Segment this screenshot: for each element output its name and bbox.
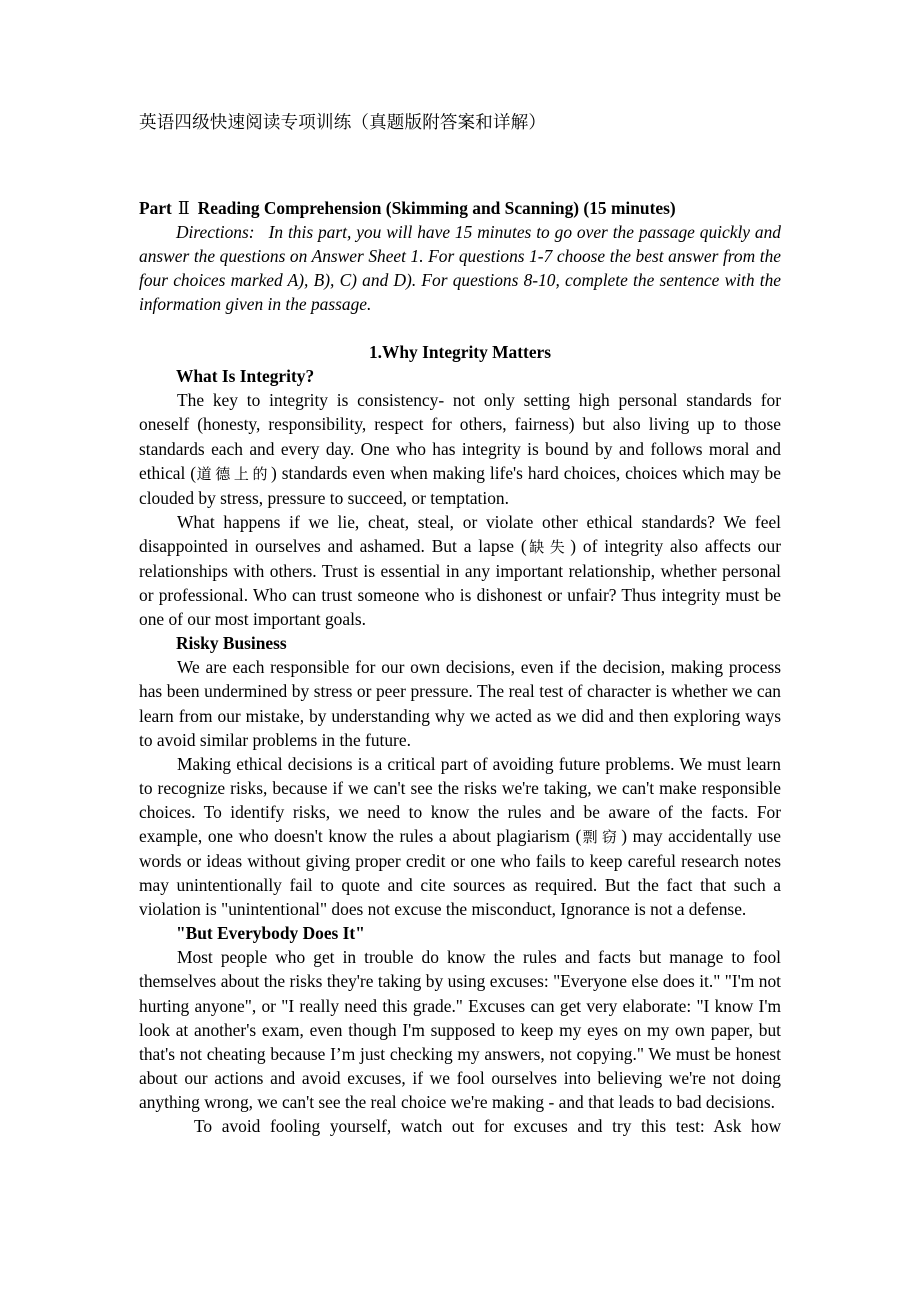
document-page	[139, 110, 781, 1138]
article-title: 1.Why Integrity Matters	[368, 342, 552, 363]
document-title: 英语四级快速阅读专项训练（真题版附答案和详解）	[139, 112, 547, 132]
paragraph-text: ) may accidentally use words or ideas without giving proper credit or one who fails to keep careful research notes may unintentionally fail to quote and cite sources as required. But the fact that such a violation is "unintentional" does not excuse the misconduct, Ignorance is not a defense.	[139, 825, 781, 920]
paragraph-text: We are each responsible for our own decisions, even if the decision, making process has been undermined by stress or peer pressure. The real test of character is whether we can learn from our mistake, by understanding why we acted as we did and then exploring ways to avoid similar problems in the future.	[139, 657, 781, 750]
paragraph-text: What happens if we lie, cheat, steal, or violate other ethical standards? We feel disappointed in ourselves and ashamed. But a lapse (	[139, 511, 781, 556]
section-but-everybody-does-it	[139, 921, 781, 1138]
paragraph-text: To avoid fooling yourself, watch out for excuses and try this test: Ask how	[194, 1116, 781, 1136]
part-prefix: Part	[139, 198, 172, 218]
section-what-is-integrity	[139, 364, 781, 631]
paragraph-text: ) standards even when making life's hard choices, choices which may be clouded by stress, pressure to succeed, or temptation.	[139, 462, 781, 508]
paragraph-text: Making ethical decisions is a critical part of avoiding future problems. We must learn to recognize risks, because if we can't see the risks we're taking, we can't make responsible choices. To identify risks, we need to know the rules and be aware of the facts. For example, one who doesn't know the rules a about plagiarism (	[139, 753, 781, 846]
section-heading: What Is Integrity?	[176, 366, 315, 387]
chinese-gloss: 缺失	[526, 537, 571, 556]
paragraph	[139, 1114, 781, 1138]
paragraph-text: ) of integrity also affects our relationships with others. Trust is essential in any important relationship, whether personal or professional. Who can trust someone who is dishonest or unfair? Thus integrity must be one of our most important goals.	[139, 535, 781, 630]
directions-text: In this part, you will have 15 minutes to go over the passage quickly and answer the questions on Answer Sheet 1. For questions 1-7 choose the best answer from the four choices marked A), B), C) and D). For questions 8-10, complete the sentence with the information given in the passage.	[139, 222, 781, 315]
section-risky-business	[139, 631, 781, 921]
paragraph	[139, 945, 781, 1114]
paragraph	[139, 752, 781, 922]
chinese-gloss: 剽窃	[581, 827, 622, 846]
paragraph	[139, 510, 781, 631]
paragraph	[139, 388, 781, 509]
section-heading: Risky Business	[176, 633, 287, 654]
part-heading	[139, 196, 781, 220]
paragraph-text: Most people who get in trouble do know the rules and facts but manage to fool themselves about the risks they're taking by using excuses: "Everyone else does it." "I'm not hurting anyone", or "I really need this grade." Excuses can get very elaborate: "I know I'm look at another's exam, even though I'm supposed to keep my eyes on my own paper, but that's not cheating because I’m just checking my answers, not copying." We must be honest about our actions and avoid excuses, if we fool ourselves into believing we're not doing anything wrong, we can't see the real choice we're making - and that leads to bad decisions.	[139, 947, 781, 1112]
section-heading: "But Everybody Does It"	[176, 923, 365, 944]
chinese-gloss: 道德上的	[196, 464, 272, 483]
part-numeral: Ⅱ	[177, 198, 190, 218]
part-title: Reading Comprehension (Skimming and Scanning) (15 minutes)	[197, 198, 676, 218]
directions-label: Directions:	[176, 222, 255, 242]
paragraph-text: The key to integrity is consistency- not only setting high personal standards for oneself (honesty, responsibility, respect for others, fairness) but also living up to those standards each and every day. One who has integrity is bound by and follows moral and ethical (	[139, 390, 781, 483]
paragraph	[139, 655, 781, 751]
directions	[139, 220, 781, 316]
